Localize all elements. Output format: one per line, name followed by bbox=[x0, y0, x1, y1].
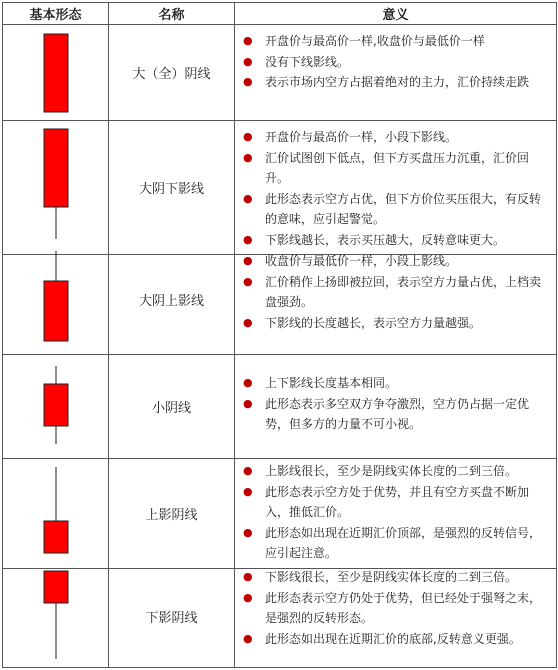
pattern-name: 上影阴线 bbox=[109, 459, 235, 569]
table-row bbox=[3, 355, 556, 459]
bullet-icon: ● bbox=[243, 376, 253, 389]
candle-shape-cell bbox=[3, 121, 109, 255]
candle-shape-cell bbox=[3, 245, 109, 355]
list-item: ● 汇价试图创下低点，但下方买盘压力沉重，汇价回升。 bbox=[241, 148, 550, 189]
list-item: ● 此形态如出现在近期汇价的底部,反转意义更强。 bbox=[241, 629, 550, 650]
candle-long-upper-shadow-icon bbox=[3, 459, 108, 564]
list-item: ● 汇价稍作上扬即被拉回，表示空方力量占优，上档卖盘强劲。 bbox=[241, 272, 550, 313]
candle-shape-cell bbox=[3, 355, 109, 459]
table-row bbox=[3, 245, 556, 355]
bullet-icon: ● bbox=[243, 315, 253, 329]
pattern-meaning bbox=[235, 565, 556, 667]
header-meaning: 意义 bbox=[235, 3, 556, 25]
bullet-icon: ● bbox=[243, 484, 253, 498]
table-row bbox=[3, 565, 556, 667]
candle-lower-shadow-icon bbox=[3, 121, 108, 244]
pattern-name: 大阴上影线 bbox=[109, 245, 235, 355]
candlestick-table bbox=[2, 2, 557, 668]
list-item: ● 下影线很长，至少是阴线实体长度的二到三倍。 bbox=[241, 567, 550, 588]
bullet-icon: ● bbox=[243, 631, 253, 645]
list-item: ● 此形态表示空方仍处于优势，但已经处于强弩之末，是强烈的反转形态。 bbox=[241, 588, 550, 629]
candle-upper-shadow-icon bbox=[3, 245, 108, 354]
bullet-icon: ● bbox=[243, 570, 253, 583]
list-item: ● 此形态如出现在近期汇价顶部，是强烈的反转信号，应引起注意。 bbox=[241, 523, 550, 564]
candle-small-bear-icon bbox=[3, 355, 108, 458]
bullet-icon: ● bbox=[243, 396, 253, 410]
list-item: ● 收盘价与最低价一样，小段上影线。 bbox=[241, 251, 550, 272]
list-item: ● 开盘价与最高价一样，小段下影线。 bbox=[241, 127, 550, 148]
candle-full-bear-icon bbox=[3, 25, 108, 120]
pattern-meaning bbox=[235, 355, 556, 459]
bullet-icon: ● bbox=[243, 274, 253, 288]
pattern-name: 小阴线 bbox=[109, 355, 235, 459]
header-name: 名称 bbox=[109, 3, 235, 25]
pattern-name: 大（全）阴线 bbox=[109, 25, 235, 121]
pattern-meaning bbox=[235, 459, 556, 569]
list-item: ● 此形态表示空方处于优势，并且有空方买盘不断加入，推低汇价。 bbox=[241, 482, 550, 523]
bullet-icon: ● bbox=[243, 254, 253, 267]
bullet-icon: ● bbox=[243, 464, 253, 477]
list-item: ● 此形态表示空方占优，但下方价位买压很大，有反转的意味，应引起警觉。 bbox=[241, 189, 550, 230]
bullet-icon: ● bbox=[243, 54, 253, 68]
table-row bbox=[3, 25, 556, 121]
pattern-name: 下影阴线 bbox=[109, 565, 235, 667]
bullet-icon: ● bbox=[243, 75, 253, 88]
candle-shape-cell bbox=[3, 565, 109, 667]
table-row bbox=[3, 121, 556, 245]
list-item: ● 下影线的长度越长，表示空方力量越强。 bbox=[241, 313, 550, 334]
bullet-icon: ● bbox=[243, 130, 253, 143]
bullet-icon: ● bbox=[243, 525, 253, 539]
list-item: ● 没有下线影线。 bbox=[241, 52, 550, 73]
list-item: ● 上影线很长，至少是阴线实体长度的二到三倍。 bbox=[241, 461, 550, 482]
list-item: ● 下影线越长，表示买压越大，反转意味更大。 bbox=[241, 230, 550, 251]
bullet-icon: ● bbox=[243, 590, 253, 604]
table-row bbox=[3, 459, 556, 565]
bullet-icon: ● bbox=[243, 232, 253, 246]
pattern-meaning bbox=[235, 245, 556, 355]
list-item: ● 上下影线长度基本相同。 bbox=[241, 373, 550, 394]
pattern-meaning bbox=[235, 25, 556, 121]
candle-shape-cell bbox=[3, 25, 109, 121]
bullet-icon: ● bbox=[243, 150, 253, 164]
candle-long-lower-shadow-icon bbox=[3, 565, 108, 666]
bullet-icon: ● bbox=[243, 34, 253, 47]
pattern-name: 大阴下影线 bbox=[109, 121, 235, 255]
list-item: ● 此形态表示多空双方争夺激烈，空方仍占据一定优势，但多方的力量不可小视。 bbox=[241, 394, 550, 435]
candle-shape-cell bbox=[3, 459, 109, 569]
bullet-icon: ● bbox=[243, 191, 253, 205]
header-shape: 基本形态 bbox=[3, 3, 109, 25]
pattern-meaning bbox=[235, 121, 556, 255]
table-header bbox=[3, 3, 556, 25]
list-item: ● 表示市场内空方占据着绝对的主力，汇价持续走跌 bbox=[241, 72, 550, 93]
list-item: ● 开盘价与最高价一样,收盘价与最低价一样 bbox=[241, 31, 550, 52]
